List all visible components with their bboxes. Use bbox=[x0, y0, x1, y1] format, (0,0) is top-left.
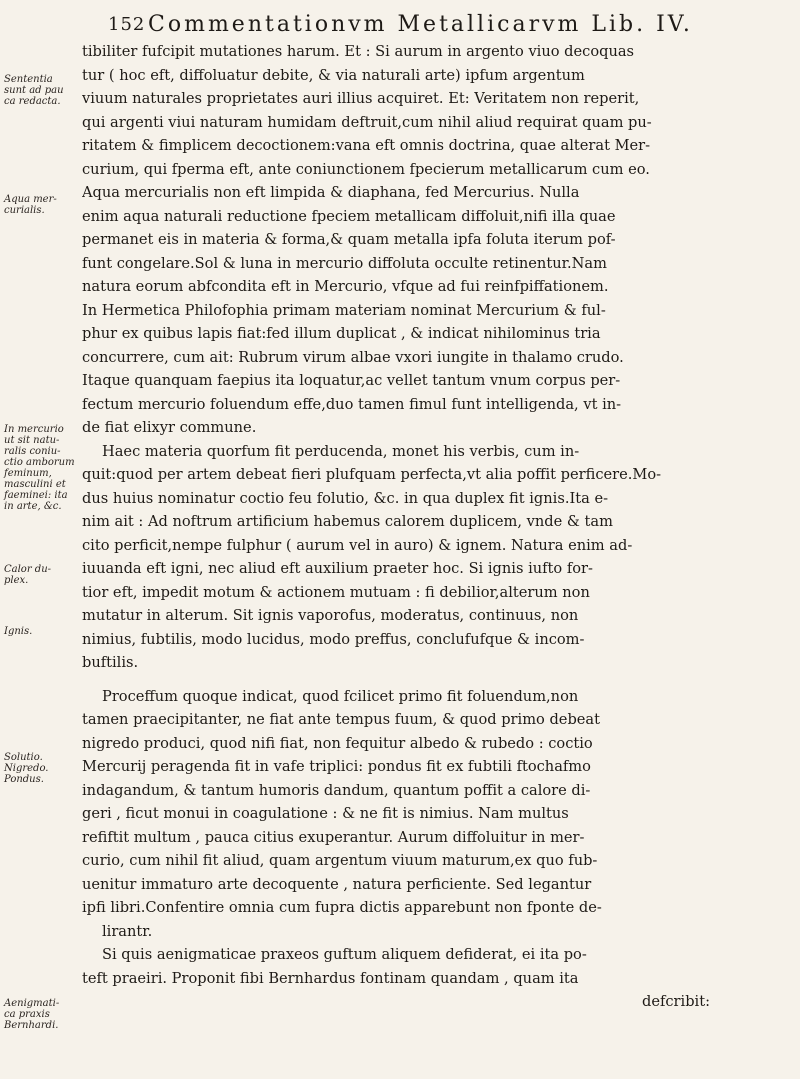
text-line: funt congelare.Sol & luna in mercurio diffoluta occulte retinentur.Nam bbox=[82, 254, 607, 272]
margin-note-solutio: Solutio. Nigredo. Pondus. bbox=[4, 752, 49, 785]
text-line: geri , ficut monui in coagulatione : & ne fit is nimius. Nam multus bbox=[82, 805, 569, 822]
text-line: In Hermetica Philofophia primam materiam nominat Mercurium & ful- bbox=[82, 301, 606, 319]
text-line: teft praeiri. Proponit fibi Bernhardus fontinam quandam , quam ita bbox=[82, 969, 579, 987]
text-line: Mercurij peragenda fit in vafe triplici: pondus fit ex fubtili ftochafmo bbox=[82, 758, 591, 775]
text-line: concurrere, cum ait: Rubrum virum albae vxori iungite in thalamo crudo. bbox=[82, 348, 624, 366]
paragraph-1 bbox=[82, 40, 794, 440]
text-line: curio, cum nihil fit aliud, quam argentum viuum maturum,ex quo fub- bbox=[82, 852, 598, 869]
paragraph-2 bbox=[82, 440, 794, 675]
text-line: de fiat elixyr commune. bbox=[82, 419, 257, 436]
paragraph-3 bbox=[82, 685, 794, 944]
page-header bbox=[108, 12, 798, 42]
margin-notes bbox=[4, 0, 86, 1079]
text-line: qui argenti viui naturam humidam deftruit,cum nihil aliud requirat quam pu- bbox=[82, 113, 652, 131]
text-line: phur ex quibus lapis fiat:fed illum duplicat , & indicat nihilominus tria bbox=[82, 325, 601, 342]
paragraph-4 bbox=[82, 943, 794, 1014]
text-line: tamen praecipitanter, ne fiat ante tempus fuum, & quod primo debeat bbox=[82, 711, 600, 728]
margin-note-sententia: Sententia sunt ad pau ca redacta. bbox=[4, 74, 64, 107]
text-line: buftilis. bbox=[82, 654, 139, 671]
text-line: mutatur in alterum. Sit ignis vaporofus, moderatus, continuus, non bbox=[82, 607, 579, 624]
margin-note-in-mercurio: In mercurio ut sit natu- ralis coniu- ctio amborum feminum, masculini et faeminei: ita in arte, &c. bbox=[4, 424, 75, 512]
main-text bbox=[82, 40, 794, 1014]
page-number: 152 bbox=[108, 14, 146, 35]
text-line: quit:quod per artem debeat fieri plufquam perfecta,vt alia poffit perficere.Mo- bbox=[82, 466, 662, 483]
text-line: uenitur immaturo arte decoquente , natura perficiente. Sed legantur bbox=[82, 875, 592, 893]
text-line: cito perficit,nempe fulphur ( aurum vel in auro) & ignem. Natura enim ad- bbox=[82, 536, 633, 554]
text-line: Proceffum quoque indicat, quod fcilicet primo fit foluendum,non bbox=[102, 687, 579, 705]
margin-note-calor-duplex: Calor du- plex. bbox=[4, 564, 52, 586]
text-line: natura eorum abfcondita eft in Mercurio, vfque ad fui reinfpiffationem. bbox=[82, 278, 609, 295]
text-line: fectum mercurio foluendum effe,duo tamen fimul funt intelligenda, vt in- bbox=[82, 395, 622, 413]
text-line: enim aqua naturali reductione fpeciem metallicam diffoluit,nifi illa quae bbox=[82, 207, 616, 225]
text-line: dus huius nominatur coctio feu folutio, &c. in qua duplex fit ignis.Ita e- bbox=[82, 489, 609, 507]
text-line: lirantr. bbox=[102, 922, 153, 940]
text-line: iuuanda eft igni, nec aliud eft auxilium praeter hoc. Si ignis iufto for- bbox=[82, 560, 593, 577]
text-line: viuum naturales proprietates auri illius acquiret. Et: Veritatem non reperit, bbox=[82, 90, 640, 107]
text-line: tior eft, impedit motum & actionem mutuam : fi debilior,alterum non bbox=[82, 583, 590, 601]
text-line: permanet eis in materia & forma,& quam metalla ipfa foluta iterum pof- bbox=[82, 231, 616, 248]
text-line: curium, qui fperma eft, ante coniunctionem fpecierum metallicarum cum eo. bbox=[82, 160, 650, 178]
text-line: nim ait : Ad noftrum artificium habemus calorem duplicem, vnde & tam bbox=[82, 513, 613, 530]
text-line: Aqua mercurialis non eft limpida & diaphana, fed Mercurius. Nulla bbox=[82, 184, 580, 201]
text-line: indagandum, & tantum humoris dandum, quantum poffit a calore di- bbox=[82, 781, 591, 799]
margin-note-ignis: Ignis. bbox=[4, 626, 33, 637]
text-line: nigredo produci, quod nifi fiat, non fequitur albedo & rubedo : coctio bbox=[82, 734, 593, 752]
text-line: Si quis aenigmaticae praxeos guftum aliquem defiderat, ei ita po- bbox=[102, 946, 587, 963]
text-line: ritatem & fimplicem decoctionem:vana eft omnis doctrina, quae alterat Mer- bbox=[82, 137, 651, 154]
margin-note-aenigmatica: Aenigmati- ca praxis Bernhardi. bbox=[4, 998, 60, 1031]
text-line: ipfi libri.Confentire omnia cum fupra dictis apparebunt non fponte de- bbox=[82, 899, 602, 916]
text-line: nimius, fubtilis, modo lucidus, modo preffus, conclufufque & incom- bbox=[82, 630, 585, 648]
text-line: Itaque quanquam faepius ita loquatur,ac vellet tantum vnum corpus per- bbox=[82, 372, 621, 389]
text-line: tibiliter fufcipit mutationes harum. Et : Si aurum in argento viuo decoquas bbox=[82, 43, 635, 60]
text-line: refiftit multum , pauca citius exuperantur. Aurum diffoluitur in mer- bbox=[82, 828, 585, 846]
text-line: Haec materia quorfum fit perducenda, monet his verbis, cum in- bbox=[102, 442, 580, 460]
text-line: tur ( hoc eft, diffoluatur debite, & via naturali arte) ipfum argentum bbox=[82, 66, 585, 84]
text-line: defcribit: bbox=[642, 993, 710, 1010]
margin-note-aqua-mercurialis: Aqua mer- curialis. bbox=[4, 194, 57, 216]
running-title: Commentationvm Metallicarvm Lib. IV. bbox=[148, 12, 693, 37]
